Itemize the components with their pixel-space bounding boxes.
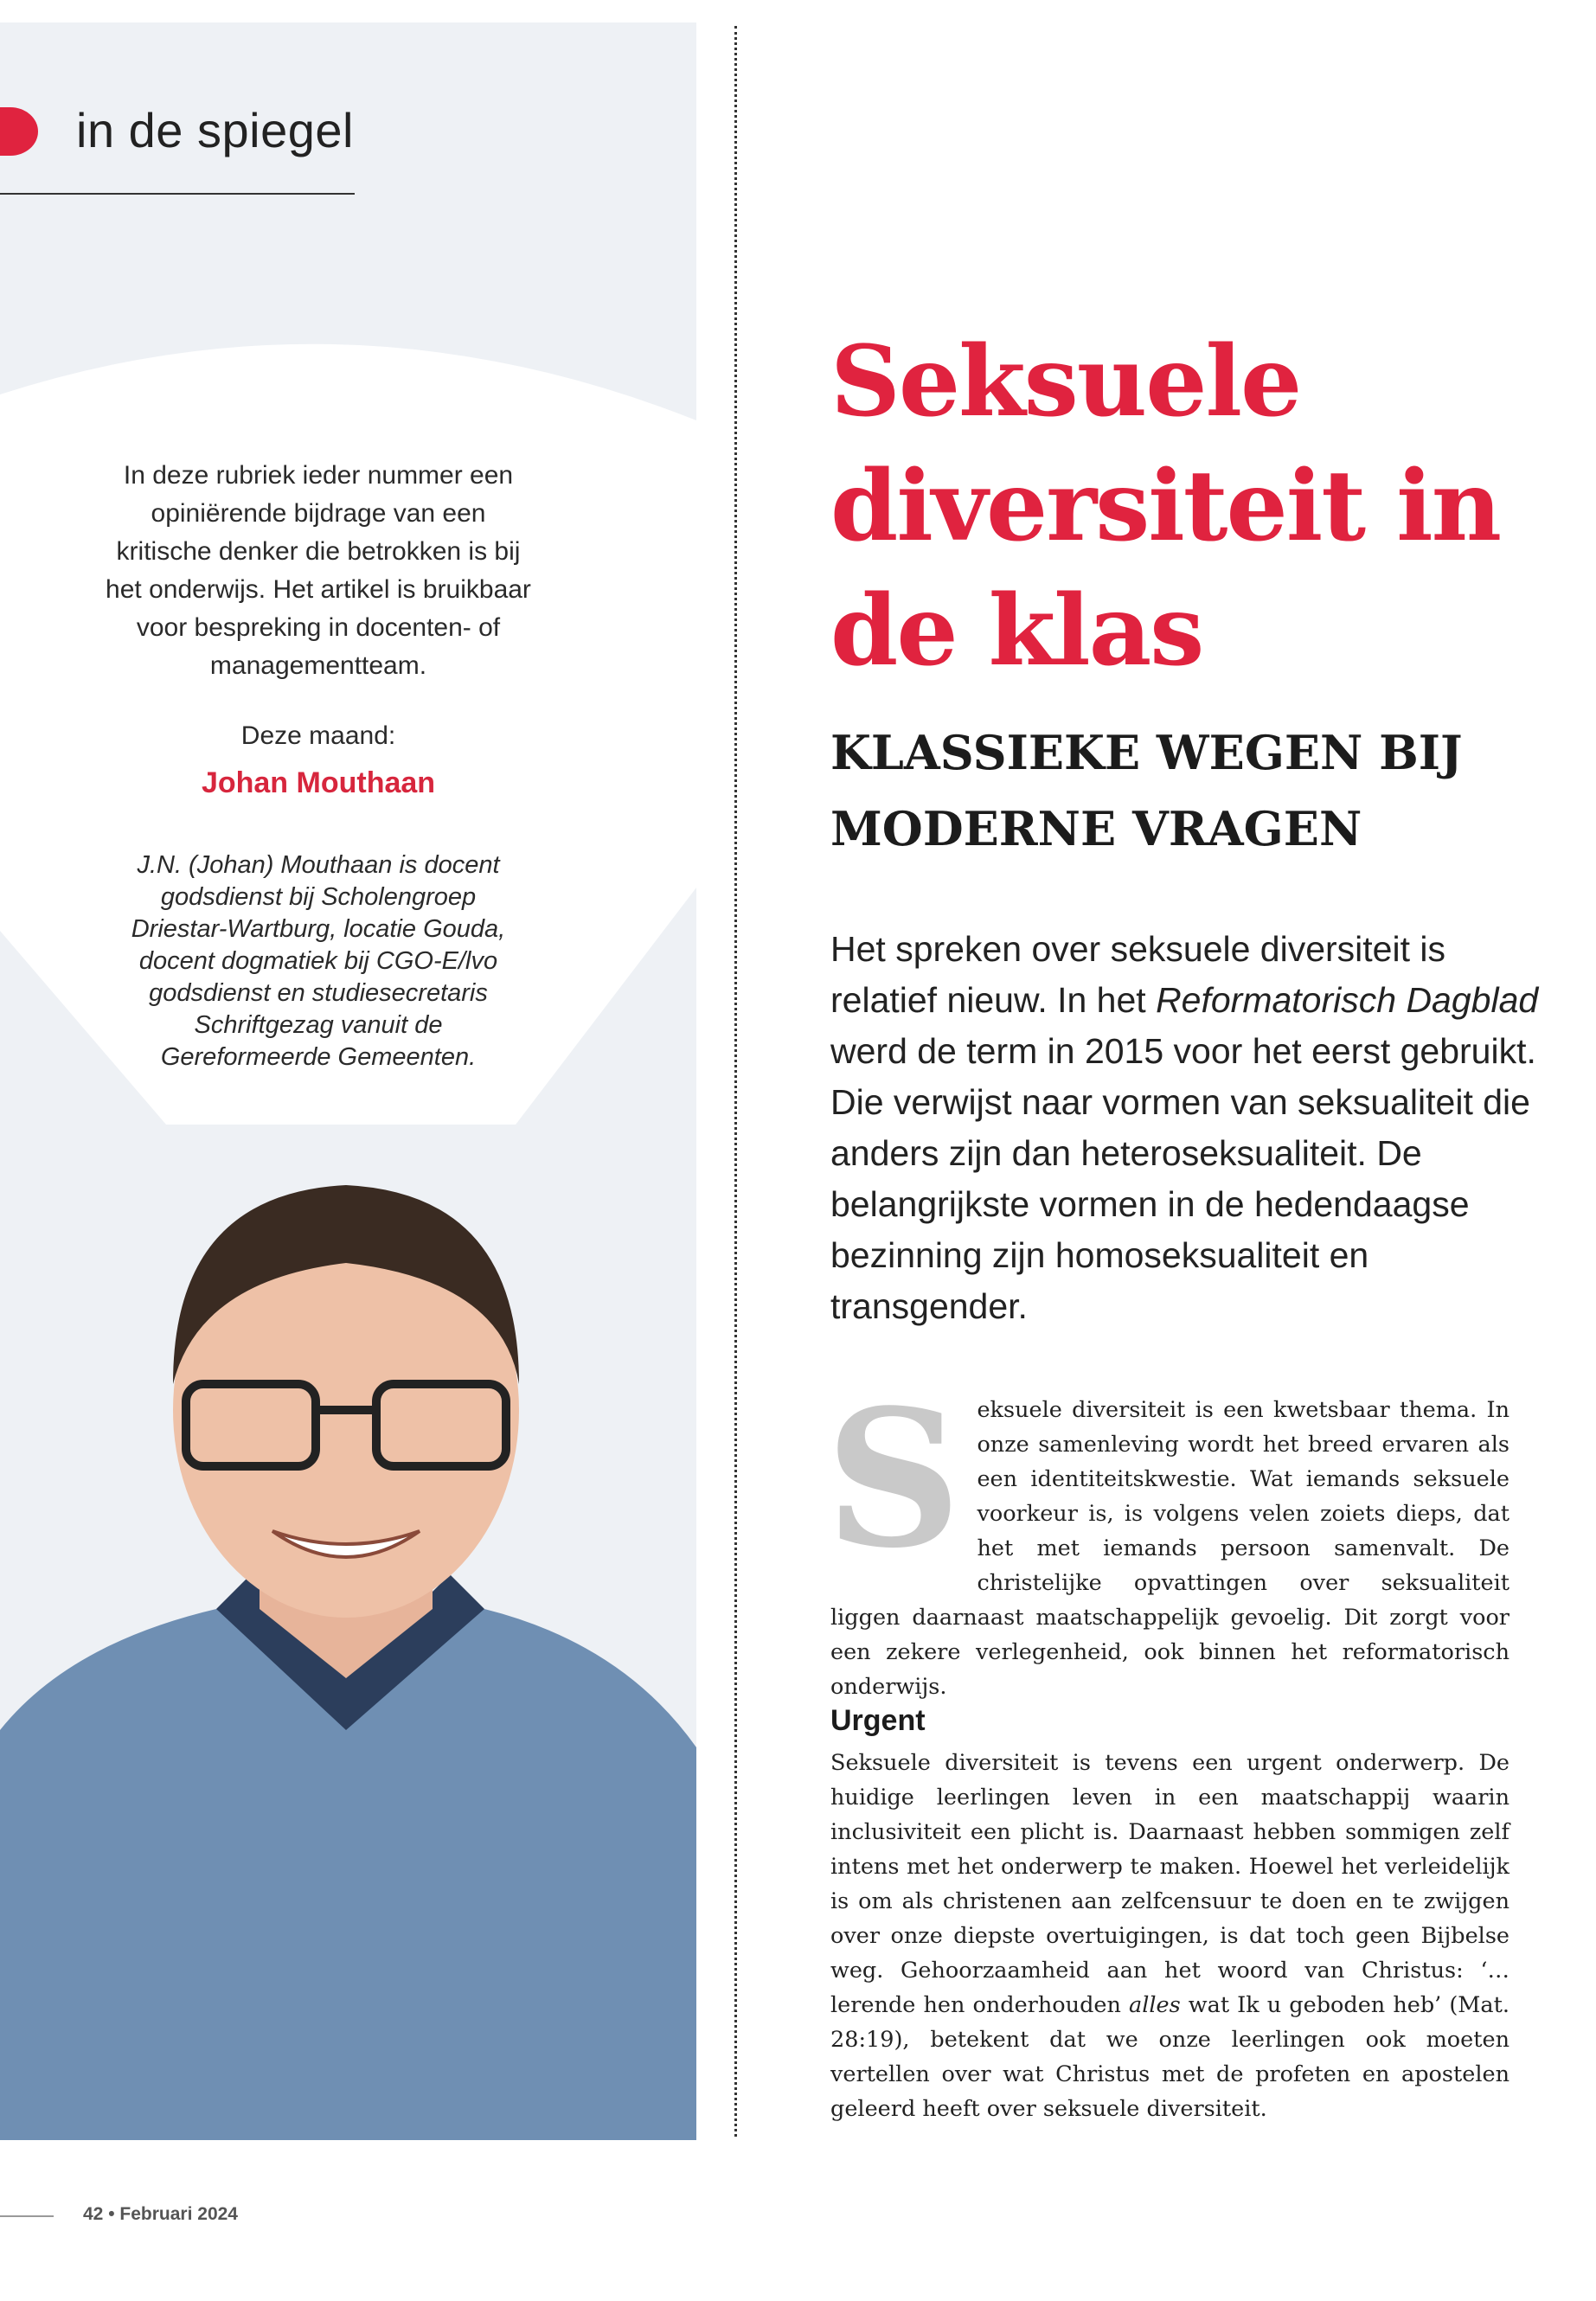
rubric-intro: In deze rubriek ieder nummer een opiniërende bijdrage van een kritische denker die betrokken is bij het onderwijs. Het artikel is bruikbaar voor bespreking in docenten- of managementteam. — [106, 461, 531, 680]
lead-text-start: Het spreken over seksuele diversiteit is relatief nieuw. In het — [830, 929, 1445, 1020]
author-portrait — [0, 1125, 696, 2140]
page-folio — [83, 2204, 238, 2225]
page-number: 42 — [83, 2204, 104, 2224]
article-title: Seksuele diversiteit in de klas — [830, 325, 1501, 688]
paragraph-2-text-end: wat Ik u geboden heb’ (Mat. 28:19), betekent dat we onze leerlingen ook moeten vertellen over wat Christus met de profeten en apostelen geleerd heeft over seksuele diversiteit. — [830, 1992, 1509, 2122]
subheading-urgent: Urgent — [830, 1704, 926, 1737]
issue-date: Februari 2024 — [119, 2204, 238, 2224]
paragraph-2-italic: alles — [1129, 1992, 1181, 2018]
section-label: in de spiegel — [76, 103, 354, 157]
paragraph-1-text: eksuele diversiteit is een kwetsbaar thema. In onze samenleving wordt het breed ervaren als een identiteitskwestie. Wat iemands seksuele voorkeur is, is volgens velen zoiets dieps, dat het met iemands persoon samenvalt. De christelijke opvattingen over seksualiteit liggen daarnaast maatschappelijk gevoelig. Dit zorgt voor een zekere verlegenheid, ook binnen het reformatorisch onderwijs. — [830, 1397, 1509, 1700]
drop-cap: S — [825, 1368, 962, 1590]
column-divider — [734, 26, 737, 2137]
body-paragraph-1 — [825, 1368, 1509, 1704]
author-bio: J.N. (Johan) Mouthaan is docent godsdienst bij Scholengroep Driestar-Wartburg, locatie Gouda, docent dogmatiek bij CGO-E/lvo godsdienst en studiesecretaris Schriftgezag vanuit de Gereformeerde Gemeenten. — [131, 851, 506, 1071]
lead-text-end: werd de term in 2015 voor het eerst gebruikt. Die verwijst naar vormen van seksualiteit die anders zijn dan heteroseksualiteit. De belangrijkste vormen in de hedendaagse bezinning zijn homoseksualiteit en transgender. — [830, 1031, 1536, 1326]
folio-separator: • — [108, 2204, 115, 2224]
footer-rule — [0, 2215, 54, 2217]
lead-italic: Reformatorisch Dagblad — [1156, 980, 1539, 1020]
body-paragraph-2 — [830, 1746, 1509, 2126]
author-name: Johan Mouthaan — [201, 766, 436, 799]
month-label: Deze maand: — [240, 721, 396, 750]
paragraph-2-text-start: Seksuele diversiteit is tevens een urgent onderwerp. De huidige leerlingen leven in een maatschappij waarin inclusiviteit een plicht is. Daarnaast hebben sommigen zelf intens met het onderwerp te maken. Hoewel het verleidelijk is om als christenen aan zelfcensuur te doen en te zwijgen over onze diepste overtuigingen, is dat toch geen Bijbelse weg. Gehoorzaamheid aan het woord van Christus: ‘… lerende hen onderhouden — [830, 1750, 1509, 2018]
lead-paragraph — [830, 924, 1548, 1332]
section-underline — [0, 193, 355, 195]
article-subtitle: KLASSIEKE WEGEN BIJ MODERNE VRAGEN — [830, 725, 1463, 856]
